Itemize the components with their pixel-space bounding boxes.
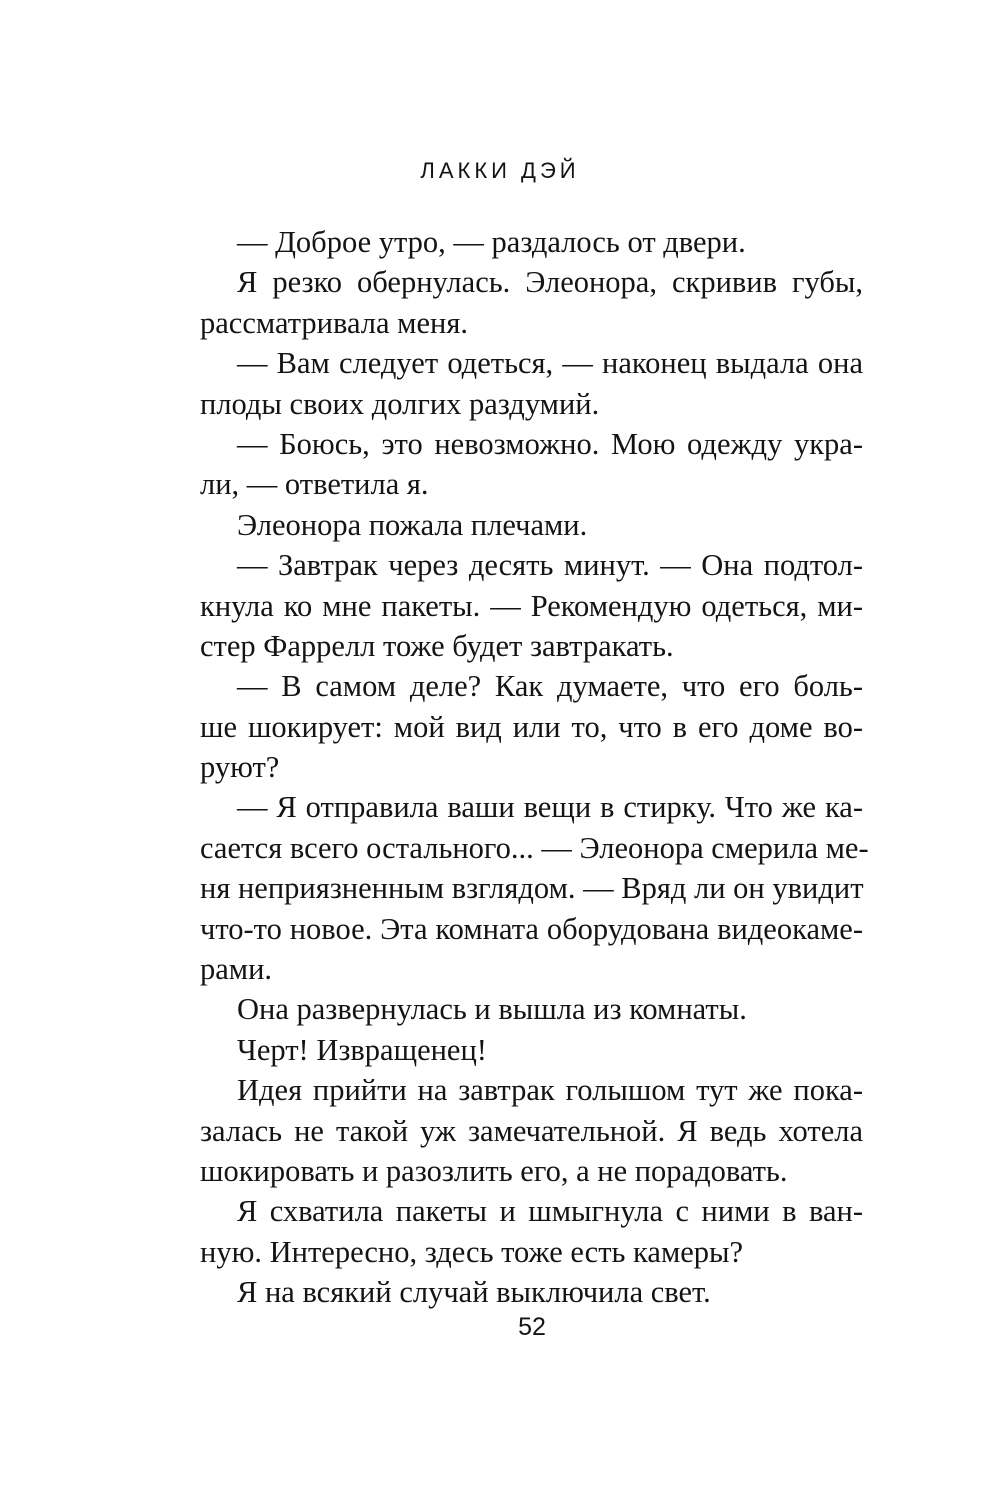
text-line: — Доброе утро, — раздалось от двери. xyxy=(237,225,746,259)
text-line: плоды своих долгих раздумий. xyxy=(200,386,600,421)
text-line: Она развернулась и вышла из комнаты. xyxy=(237,992,747,1027)
running-head: ЛАККИ ДЭЙ xyxy=(420,158,580,183)
text-line: — Завтрак через десять минут. — Она подтол- xyxy=(237,548,863,583)
text-line: ше шокирует: мой вид или то, что в его доме во- xyxy=(200,709,863,744)
text-line: — В самом деле? Как думаете, что его боль- xyxy=(237,669,863,704)
text-line: Я схватила пакеты и шмыгнула с ними в ван- xyxy=(237,1194,863,1229)
text-line: — Вам следует одеться, — наконец выдала она xyxy=(237,346,863,381)
text-line: Я резко обернулась. Элеонора, скривив губы, xyxy=(237,265,863,300)
text-line: ня неприязненным взглядом. — Вряд ли он увидит xyxy=(200,871,864,906)
body-text xyxy=(200,222,869,1313)
text-line: что-то новое. Эта комната оборудована видеокаме- xyxy=(200,911,863,946)
text-line: рами. xyxy=(200,952,273,987)
text-line: Идея прийти на завтрак голышом тут же пока- xyxy=(237,1073,863,1108)
text-line: — Боюсь, это невозможно. Мою одежду укра- xyxy=(237,426,863,461)
text-line: сается всего остального... — Элеонора смерила ме- xyxy=(200,830,869,865)
text-line: стер Фаррелл тоже будет завтракать. xyxy=(200,628,674,663)
text-line: Черт! Извращенец! xyxy=(237,1032,487,1067)
text-line: рассматривала меня. xyxy=(200,305,468,340)
text-line: Я на всякий случай выключила свет. xyxy=(237,1275,711,1310)
text-line: ли, — ответила я. xyxy=(200,467,429,502)
text-line: кнула ко мне пакеты. — Рекомендую одеться, ми- xyxy=(200,588,863,623)
text-line: — Я отправила ваши вещи в стирку. Что же ка- xyxy=(237,790,863,825)
text-line: Элеонора пожала плечами. xyxy=(237,507,588,542)
text-line: ную. Интересно, здесь тоже есть камеры? xyxy=(200,1234,744,1269)
text-line: шокировать и разозлить его, а не порадовать. xyxy=(200,1153,788,1188)
text-line: залась не такой уж замечательной. Я ведь хотела xyxy=(200,1113,863,1148)
text-line: руют? xyxy=(200,750,280,785)
page-number: 52 xyxy=(518,1313,546,1341)
